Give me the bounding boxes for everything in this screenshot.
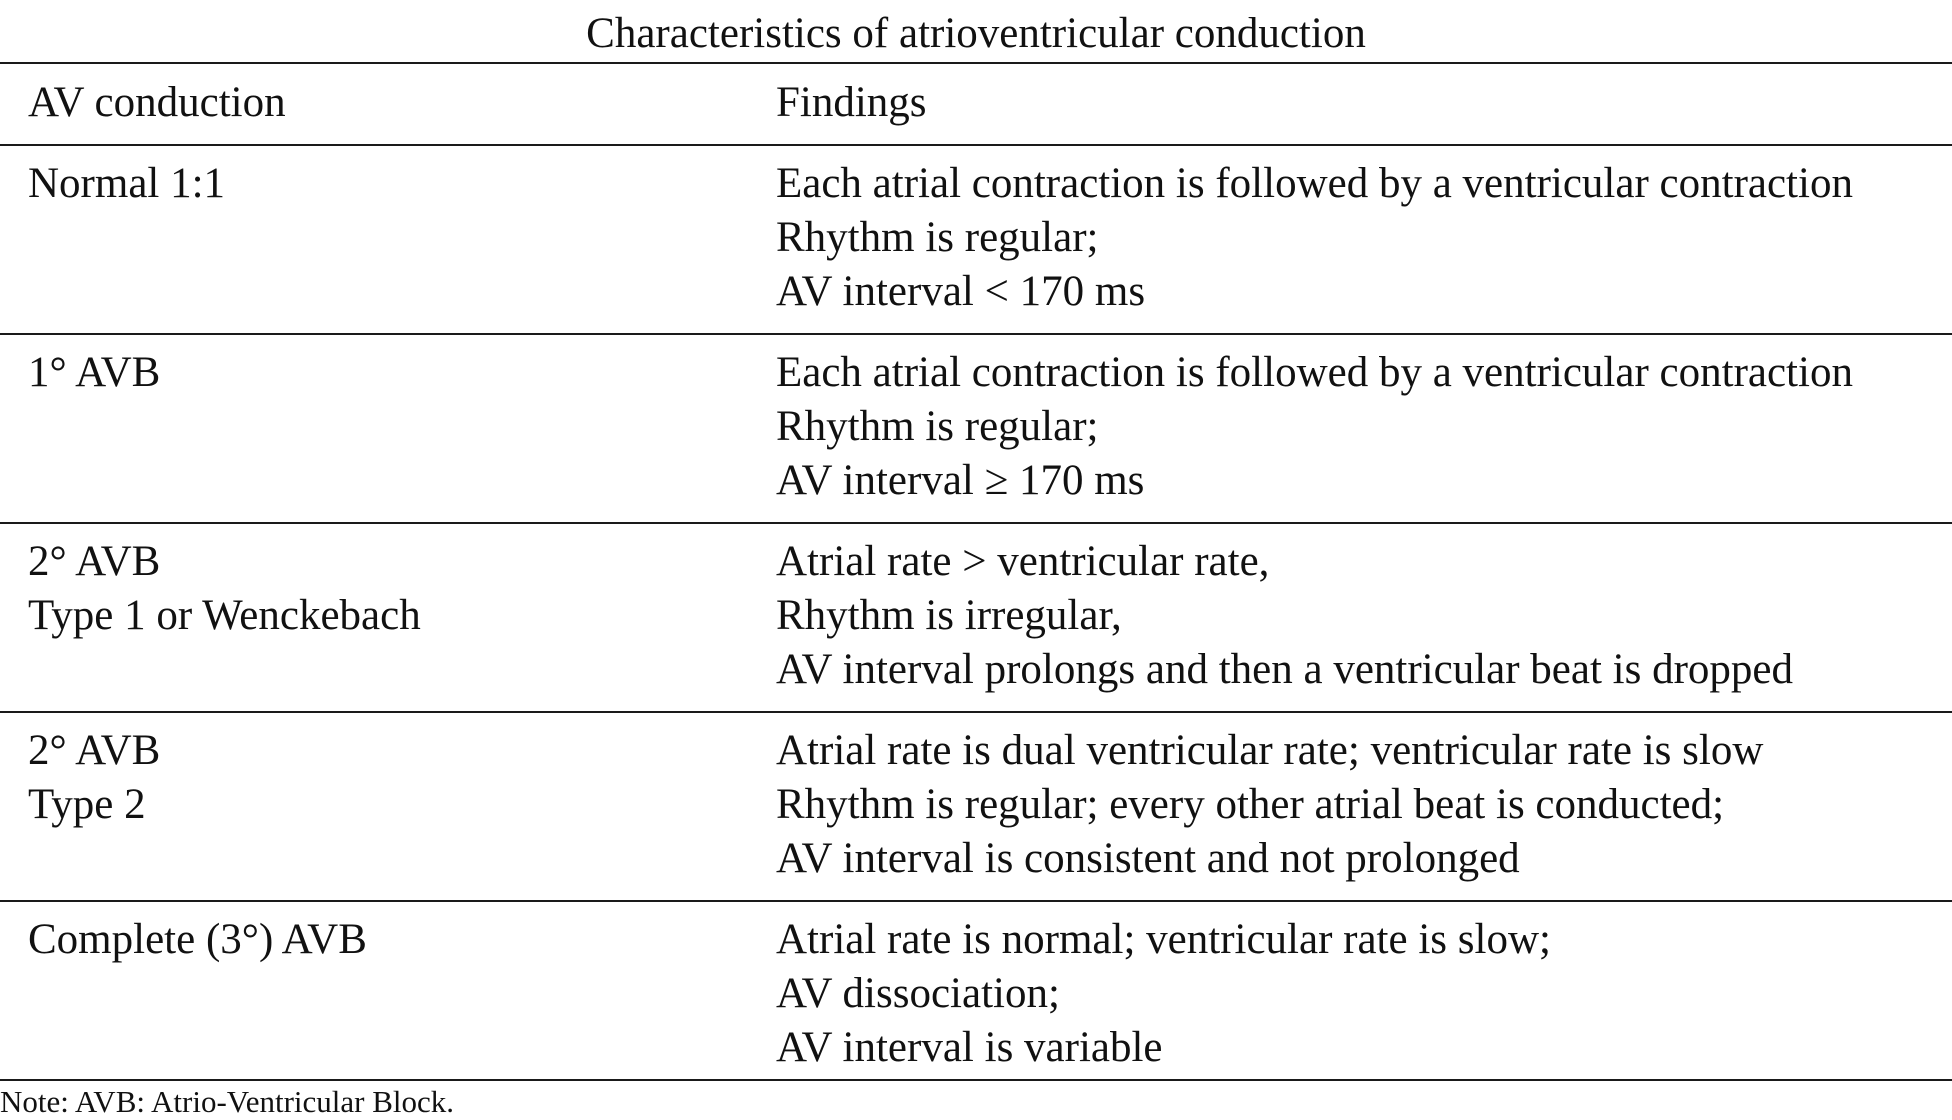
conduction-line: 2° AVB	[28, 538, 161, 585]
row-divider	[0, 900, 1952, 902]
header-findings: Findings	[776, 79, 927, 126]
conduction-cell	[28, 535, 748, 643]
findings-line: Each atrial contraction is followed by a ventricular contraction	[776, 160, 1853, 207]
row-divider	[0, 522, 1952, 524]
findings-cell	[776, 157, 1946, 319]
conduction-line: Normal 1:1	[28, 160, 226, 207]
row-divider	[0, 711, 1952, 713]
conduction-line: 2° AVB	[28, 727, 161, 774]
conduction-cell	[28, 724, 748, 832]
findings-line: AV dissociation;	[776, 970, 1060, 1017]
findings-line: Rhythm is irregular,	[776, 592, 1122, 639]
findings-cell	[776, 724, 1946, 886]
findings-line: Atrial rate > ventricular rate,	[776, 538, 1270, 585]
findings-line: Rhythm is regular; every other atrial beat is conducted;	[776, 781, 1725, 828]
conduction-line: Complete (3°) AVB	[28, 916, 367, 963]
conduction-cell	[28, 913, 748, 967]
conduction-line: 1° AVB	[28, 349, 161, 396]
table-note: Note: AVB: Atrio-Ventricular Block.	[0, 1084, 455, 1119]
header-av-conduction: AV conduction	[28, 79, 286, 126]
header-rule	[0, 144, 1952, 146]
findings-cell	[776, 913, 1946, 1075]
bottom-rule	[0, 1079, 1952, 1081]
row-divider	[0, 333, 1952, 335]
findings-line: AV interval < 170 ms	[776, 268, 1146, 315]
findings-line: AV interval is variable	[776, 1024, 1163, 1071]
findings-line: Each atrial contraction is followed by a ventricular contraction	[776, 349, 1853, 396]
findings-cell	[776, 346, 1946, 508]
findings-line: AV interval is consistent and not prolonged	[776, 835, 1520, 882]
findings-line: Rhythm is regular;	[776, 214, 1099, 261]
table-title: Characteristics of atrioventricular conduction	[586, 10, 1366, 57]
findings-line: Atrial rate is normal; ventricular rate is slow;	[776, 916, 1551, 963]
conduction-cell	[28, 346, 748, 400]
findings-line: Rhythm is regular;	[776, 403, 1099, 450]
top-rule	[0, 62, 1952, 64]
conduction-cell	[28, 157, 748, 211]
findings-line: AV interval prolongs and then a ventricular beat is dropped	[776, 646, 1794, 693]
conduction-line: Type 2	[28, 781, 146, 828]
findings-line: AV interval ≥ 170 ms	[776, 457, 1145, 504]
findings-line: Atrial rate is dual ventricular rate; ventricular rate is slow	[776, 727, 1764, 774]
conduction-line: Type 1 or Wenckebach	[28, 592, 421, 639]
findings-cell	[776, 535, 1946, 697]
